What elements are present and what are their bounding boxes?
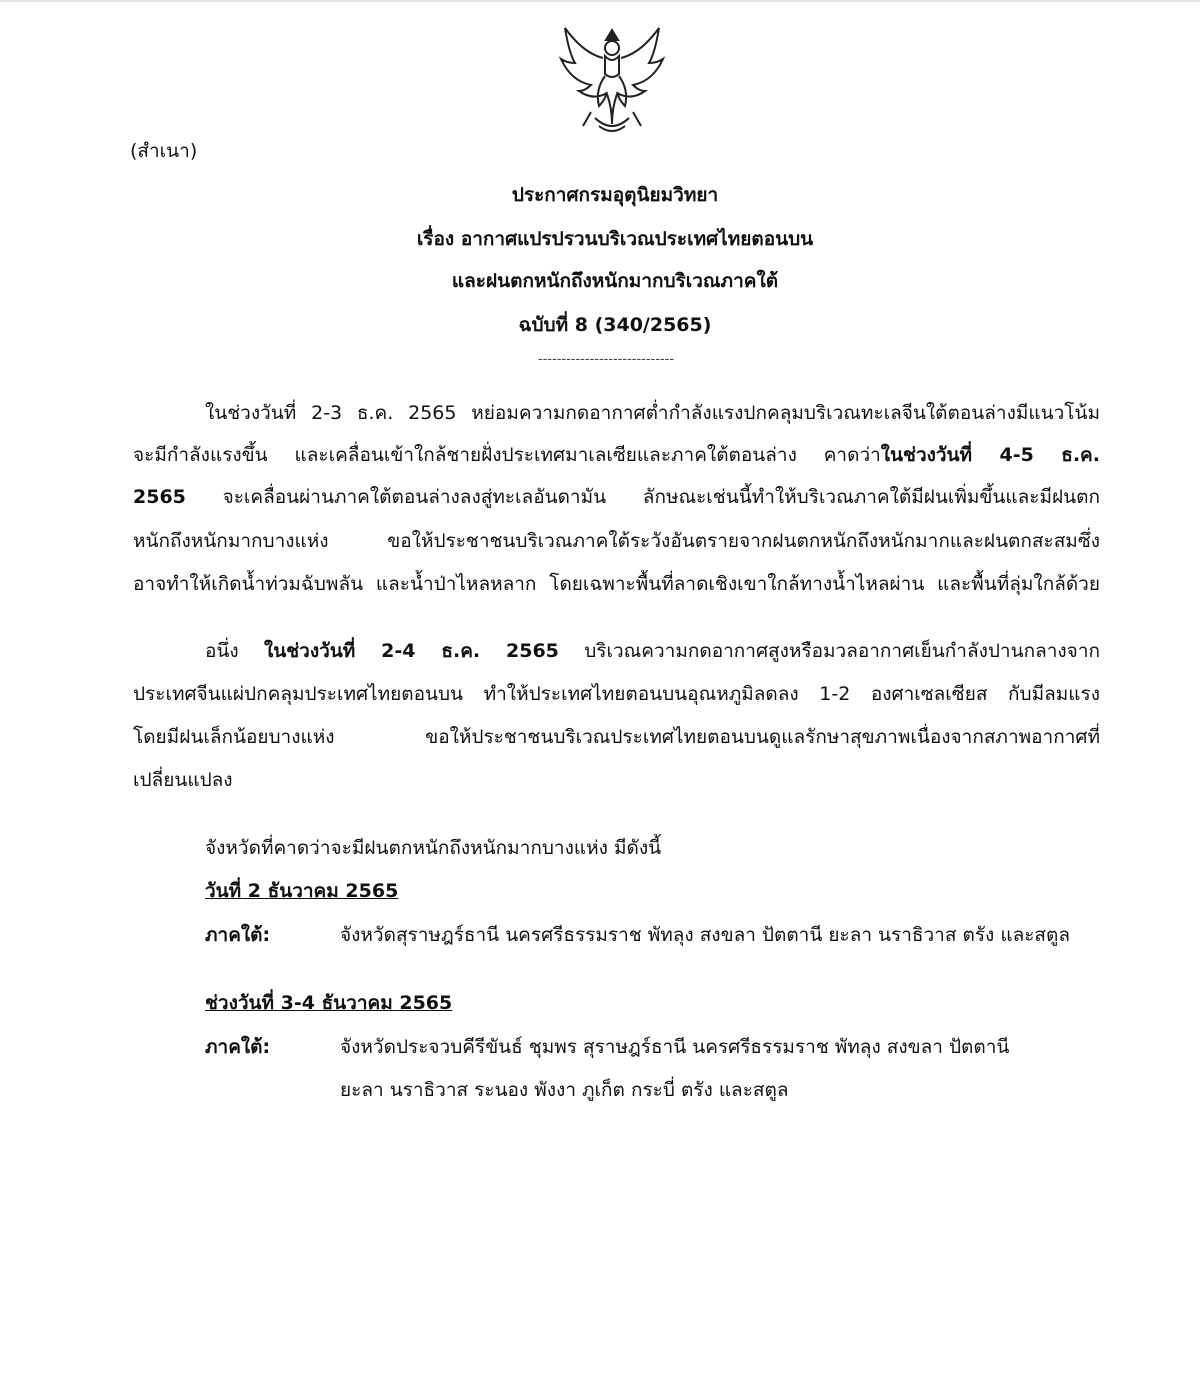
page-top-border <box>0 0 1200 2</box>
announcement-subject-cont: และฝนตกหนักถึงหนักมากบริเวณภาคใต้ <box>451 270 779 292</box>
region-label: ภาคใต้: <box>205 1036 271 1058</box>
paragraph-line: ประเทศจีนแผ่ปกคลุมประเทศไทยตอนบน ทำให้ประเทศไทยตอนบนอุณหภูมิลดลง 1-2 องศาเซลเซียส กับมีลมแรง <box>133 683 1100 705</box>
paragraph-line: โดยมีฝนเล็กน้อยบางแห่ง ขอให้ประชาชนบริเวณประเทศไทยตอนบนดูแลรักษาสุขภาพเนื่องจากสภาพอากาศที่ <box>133 726 1100 748</box>
bold-date: ในช่วงวันที่ 2-4 ธ.ค. 2565 <box>264 640 559 662</box>
paragraph-line: อาจทำให้เกิดน้ำท่วมฉับพลัน และน้ำป่าไหลหลาก โดยเฉพาะพื้นที่ลาดเชิงเขาใกล้ทางน้ำไหลผ่าน และพื้นที่ลุ่มใกล้ด้วย <box>133 573 1100 595</box>
province-names: จังหวัดประจวบคีรีขันธ์ ชุมพร สุราษฎร์ธานี นครศรีธรรมราช พัทลุง สงขลา ปัตตานี <box>340 1036 1010 1058</box>
announcement-issue-number: ฉบับที่ 8 (340/2565) <box>518 314 712 336</box>
paragraph-line <box>205 636 1100 666</box>
header-divider: ----------------------------- <box>537 352 675 367</box>
text: จะมีกำลังแรงขึ้น และเคลื่อนเข้าใกล้ชายฝั่งประเทศมาเลเซียและภาคใต้ตอนล่าง คาดว่า <box>133 444 881 466</box>
announcement-subject: เรื่อง อากาศแปรปรวนบริเวณประเทศไทยตอนบน <box>416 228 814 250</box>
paragraph-line: ในช่วงวันที่ 2-3 ธ.ค. 2565 หย่อมความกดอากาศต่ำกำลังแรงปกคลุมบริเวณทะเลจีนใต้ตอนล่างมีแนวโน้ม <box>205 402 1100 424</box>
text: อนึ่ง <box>205 640 264 662</box>
province-names: จังหวัดสุราษฎร์ธานี นครศรีธรรมราช พัทลุง สงขลา ปัตตานี ยะลา นราธิวาส ตรัง และสตูล <box>340 924 1071 946</box>
paragraph-line: เปลี่ยนแปลง <box>133 769 233 791</box>
garuda-emblem-icon <box>555 22 670 140</box>
text: จะเคลื่อนผ่านภาคใต้ตอนล่างลงสู่ทะเลอันดามัน ลักษณะเช่นนี้ทำให้บริเวณภาคใต้มีฝนเพิ่มขึ้นและมีฝนตก <box>185 486 1100 508</box>
bold-date: ในช่วงวันที่ 4-5 ธ.ค. <box>880 444 1100 466</box>
bold-year: 2565 <box>133 486 186 508</box>
province-names: ยะลา นราธิวาส ระนอง พังงา ภูเก็ต กระบี่ ตรัง และสตูล <box>340 1079 789 1101</box>
paragraph-line: หนักถึงหนักมากบางแห่ง ขอให้ประชาชนบริเวณภาคใต้ระวังอันตรายจากฝนตกหนักถึงหนักมากและฝนตกสะสมซึ่ง <box>133 530 1100 552</box>
announcement-issuer: ประกาศกรมอุตุนิยมวิทยา <box>511 184 719 206</box>
copy-label: (สำเนา) <box>130 140 198 162</box>
paragraph-line <box>133 482 1100 512</box>
text: บริเวณความกดอากาศสูงหรือมวลอากาศเย็นกำลังปานกลางจาก <box>558 640 1100 662</box>
province-list-intro: จังหวัดที่คาดว่าจะมีฝนตกหนักถึงหนักมากบางแห่ง มีดังนี้ <box>205 837 662 859</box>
date-heading: วันที่ 2 ธันวาคม 2565 <box>205 880 399 902</box>
region-label: ภาคใต้: <box>205 924 271 946</box>
paragraph-line <box>133 440 1100 470</box>
date-heading: ช่วงวันที่ 3-4 ธันวาคม 2565 <box>205 992 453 1014</box>
